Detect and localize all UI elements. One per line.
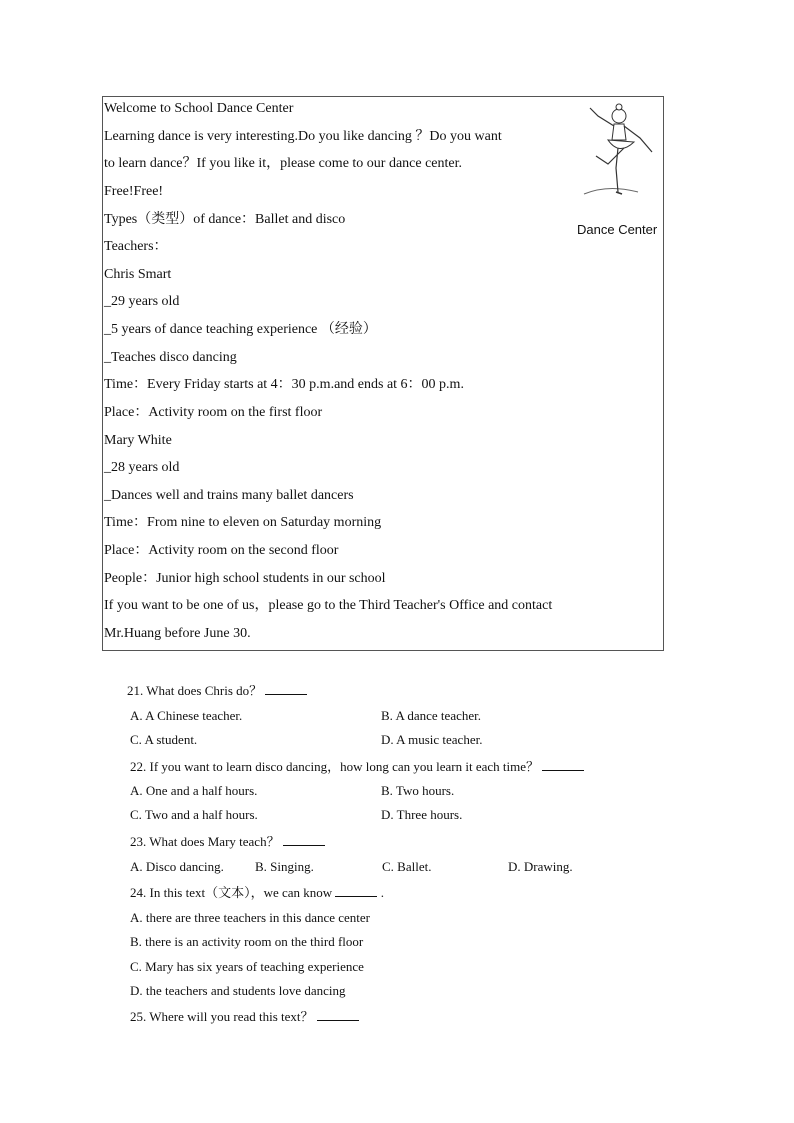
passage-line: _Teaches disco dancing (104, 350, 237, 365)
option-a: A. One and a half hours. (130, 783, 258, 798)
passage-line: People：Junior high school students in our school (104, 571, 386, 586)
passage-line: Types（类型）of dance：Ballet and disco (104, 212, 346, 227)
question-stem: 21. What does Chris do？ (127, 683, 263, 698)
option-d: D. A music teacher. (381, 732, 483, 747)
answer-blank[interactable] (542, 758, 584, 771)
passage-line: Learning dance is very interesting.Do you like dancing ？Do you want (104, 129, 502, 144)
passage-line: _Dances well and trains many ballet dancers (104, 488, 354, 503)
passage-line: Mr.Huang before June 30. (104, 626, 251, 641)
question-stem: 25. Where will you read this text？ (130, 1009, 314, 1024)
option-d: D. the teachers and students love dancing (130, 983, 346, 998)
option-a: A. Disco dancing. (130, 859, 224, 874)
dancer-illustration-icon (578, 98, 662, 210)
option-b: B. A dance teacher. (381, 708, 481, 723)
passage-line: Time：From nine to eleven on Saturday morning (104, 515, 382, 530)
passage-line: to learn dance？If you like it，please come to our dance center. (104, 156, 463, 171)
question-23 (130, 833, 325, 850)
option-d: D. Drawing. (508, 859, 573, 874)
passage-line: Free!Free! (104, 184, 164, 199)
option-d: D. Three hours. (381, 807, 463, 822)
question-22 (130, 758, 584, 775)
figure-caption: Dance Center (577, 222, 658, 237)
question-stem: 23. What does Mary teach？ (130, 834, 280, 849)
passage-line: _29 years old (104, 294, 180, 309)
option-c: C. Ballet. (382, 859, 432, 874)
question-21 (127, 682, 307, 699)
option-c: C. A student. (130, 732, 198, 747)
passage-line: _5 years of dance teaching experience （经验） (104, 322, 377, 337)
passage-line: If you want to be one of us，please go to the Third Teacher's Office and contact (104, 598, 553, 613)
passage-line: Welcome to School Dance Center (104, 101, 294, 116)
question-stem: 24. In this text（文本），we can know (130, 885, 333, 900)
passage-line: Time：Every Friday starts at 4：30 p.m.and ends at 6：00 p.m. (104, 377, 464, 392)
option-b: B. Singing. (255, 859, 314, 874)
passage-line: Place：Activity room on the first floor (104, 405, 323, 420)
question-24 (130, 884, 384, 901)
passage-line: Chris Smart (104, 267, 172, 282)
passage-line: Mary White (104, 433, 172, 448)
question-tail: . (380, 885, 384, 900)
answer-blank[interactable] (317, 1008, 359, 1021)
passage-line: Place：Activity room on the second floor (104, 543, 339, 558)
passage-line: _28 years old (104, 460, 180, 475)
question-stem: 22. If you want to learn disco dancing，how long can you learn it each time？ (130, 759, 540, 774)
passage-line: Teachers： (104, 239, 168, 254)
option-b: B. there is an activity room on the third floor (130, 934, 364, 949)
option-a: A. A Chinese teacher. (130, 708, 243, 723)
question-25 (130, 1008, 359, 1025)
option-a: A. there are three teachers in this dance center (130, 910, 371, 925)
option-c: C. Mary has six years of teaching experience (130, 959, 364, 974)
option-c: C. Two and a half hours. (130, 807, 258, 822)
answer-blank[interactable] (283, 833, 325, 846)
option-b: B. Two hours. (381, 783, 455, 798)
answer-blank[interactable] (335, 884, 377, 897)
answer-blank[interactable] (265, 682, 307, 695)
